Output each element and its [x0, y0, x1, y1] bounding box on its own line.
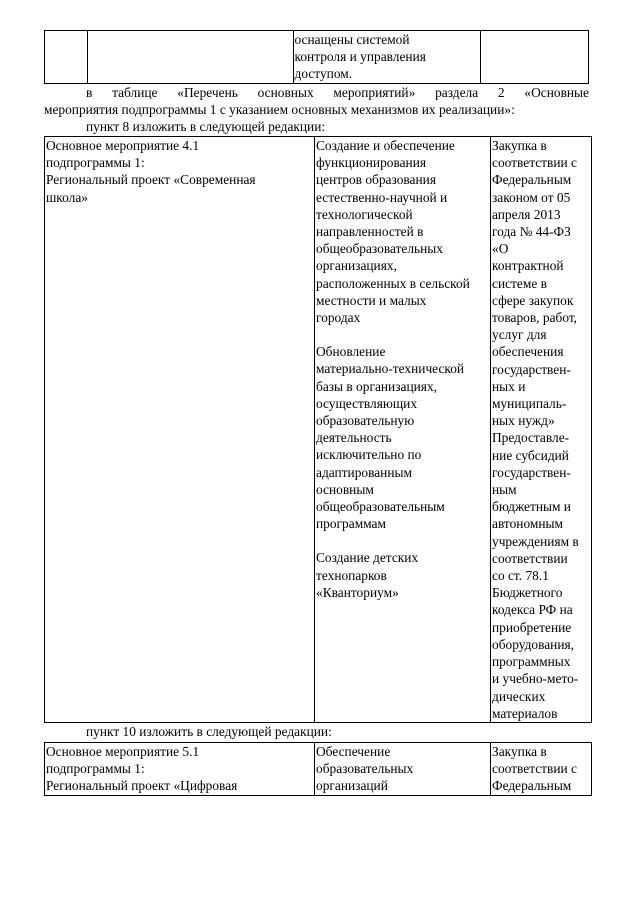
cell-mechanisms: [491, 743, 592, 796]
text-line: осуществляющих: [316, 395, 418, 411]
text-line: организациях,: [316, 258, 397, 274]
text-line: общеобразовательным: [316, 499, 445, 515]
text-line: городах: [316, 310, 361, 326]
text-line: образовательных: [316, 761, 414, 777]
text-line: соответствии: [492, 550, 568, 566]
paragraph-item-8: [44, 118, 589, 135]
paragraph-table-reference: [44, 84, 589, 101]
paragraph-line: мероприятия подпрограммы 1 с указанием основных механизмов их реализации»:: [44, 102, 515, 117]
text-line: обеспечения: [492, 344, 564, 360]
text-line: муниципаль-: [492, 396, 567, 412]
text-line: ных и: [492, 378, 526, 394]
text-line: оборудования,: [492, 636, 575, 652]
text-line: Бюджетного: [492, 585, 563, 601]
table-item-10: [44, 742, 592, 796]
text-line: расположенных в сельской: [316, 275, 470, 291]
text-line: Федеральным: [492, 172, 572, 188]
text-line: Федеральным: [492, 778, 572, 794]
text-line: материалов: [492, 705, 558, 721]
text-line: Создание детских: [316, 550, 419, 566]
text-line: доступом.: [294, 66, 353, 82]
text-line: со ст. 78.1: [492, 568, 549, 584]
text-line: естественно-научной и: [316, 189, 448, 205]
text-line: «Кванториум»: [316, 584, 399, 600]
text-line: исключительно по: [316, 447, 422, 463]
text-line: Обеспечение: [316, 744, 391, 759]
text-line: технопарков: [316, 567, 387, 583]
text-line: услуг для: [492, 327, 547, 343]
spacer: [316, 326, 489, 343]
paragraph-item-10: [44, 723, 589, 740]
cell-measures: [293, 31, 481, 84]
text-line: Создание и обеспечение: [316, 138, 455, 153]
text-line: школа»: [46, 189, 88, 205]
text-line: адаптированным: [316, 464, 412, 480]
paragraph-line: пункт 8 изложить в следующей редакции:: [86, 119, 326, 134]
text-line: направленностей в: [316, 224, 424, 240]
text-line: дических: [492, 688, 546, 704]
paragraph-line: пункт 10 изложить в следующей редакции:: [86, 724, 332, 739]
text-line: Закупка в: [492, 744, 547, 759]
cell-empty-right: [481, 31, 589, 84]
text-line: образовательную: [316, 413, 415, 429]
text-line: «О: [492, 241, 509, 257]
text-line: ным: [492, 482, 517, 498]
cell-activities-content: [315, 743, 491, 796]
text-line: учреждениям в: [492, 533, 579, 549]
text-line: деятельность: [316, 430, 392, 446]
text-line: технологической: [316, 206, 413, 222]
text-line: года № 44-ФЗ: [492, 224, 571, 240]
text-line: программных: [492, 654, 571, 670]
text-line: государствен-: [492, 361, 571, 377]
text-line: Основное мероприятие 4.1: [46, 138, 200, 153]
paragraph-table-reference-line2: [44, 101, 589, 118]
text-line: центров образования: [316, 172, 436, 188]
table-item-8: [44, 136, 592, 723]
text-line: подпрограммы 1:: [46, 761, 145, 777]
table-row: [45, 137, 592, 723]
table-row: [45, 743, 592, 796]
text-line: оснащены системой: [294, 32, 410, 47]
text-line: товаров, работ,: [492, 310, 578, 326]
text-line: автономным: [492, 516, 564, 532]
text-line: материально-технической: [316, 361, 465, 377]
text-line: государствен-: [492, 464, 571, 480]
cell-activities-content: [315, 137, 491, 723]
spacer: [316, 532, 489, 549]
text-line: Предоставле-: [492, 430, 570, 446]
text-line: общеобразовательных: [316, 241, 444, 257]
text-line: организаций: [316, 778, 388, 794]
text-line: контроля и управления: [294, 49, 426, 65]
table-row: [45, 31, 589, 84]
text-line: соответствии с: [492, 761, 577, 777]
text-line: и учебно-мето-: [492, 671, 579, 687]
text-line: ние субсидий: [492, 447, 569, 463]
text-line: кодекса РФ на: [492, 602, 573, 618]
text-line: бюджетным и: [492, 499, 571, 515]
text-line: Закупка в: [492, 138, 547, 153]
text-line: законом от 05: [492, 189, 571, 205]
text-line: контрактной: [492, 258, 564, 274]
cell-mechanisms: [491, 137, 592, 723]
text-line: базы в организациях,: [316, 378, 437, 394]
text-line: местности и малых: [316, 292, 427, 308]
text-line: подпрограммы 1:: [46, 155, 145, 171]
text-line: приобретение: [492, 619, 572, 635]
cell-empty-narrow: [45, 31, 88, 84]
text-line: Региональный проект «Современная: [46, 172, 256, 188]
text-line: сфере закупок: [492, 292, 574, 308]
paragraph-line: в таблице «Перечень основных мероприятий» раздела 2 «Основные: [86, 85, 589, 100]
text-line: программам: [316, 516, 386, 532]
text-line: ных нужд»: [492, 413, 555, 429]
text-line: соответствии с: [492, 155, 577, 171]
text-line: системе в: [492, 275, 547, 291]
cell-main-activity: [45, 137, 315, 723]
cell-main-activity: [45, 743, 315, 796]
cell-empty-wide: [87, 31, 293, 84]
text-line: Основное мероприятие 5.1: [46, 744, 200, 759]
text-line: Обновление: [316, 344, 386, 360]
text-line: функционирования: [316, 155, 427, 171]
text-line: Региональный проект «Цифровая: [46, 778, 238, 794]
text-line: основным: [316, 481, 374, 497]
table-continuation: [44, 30, 589, 84]
text-line: апреля 2013: [492, 206, 561, 222]
